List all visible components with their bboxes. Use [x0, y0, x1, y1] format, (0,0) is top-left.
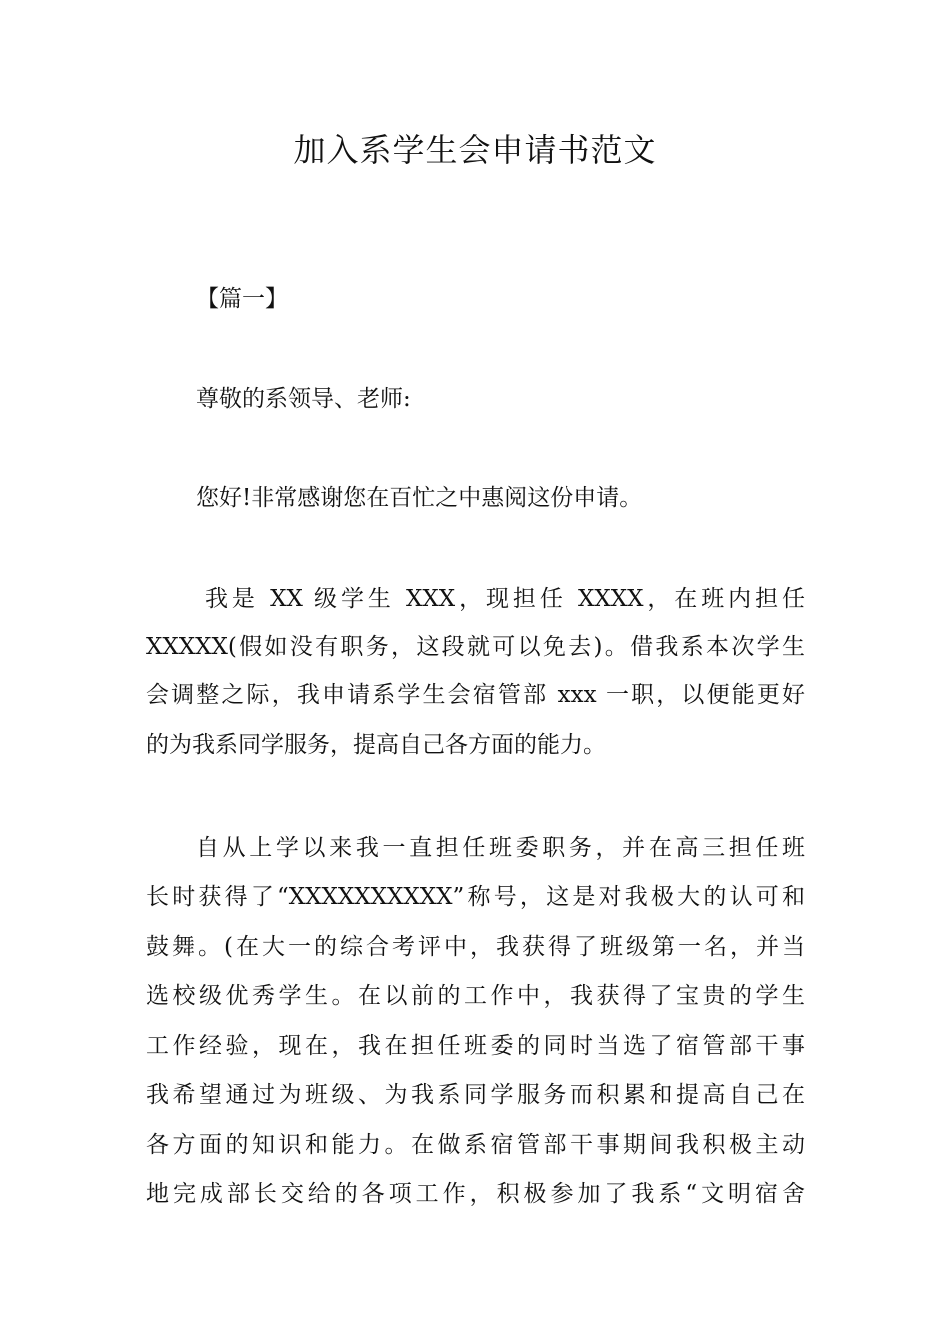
paragraph-2-line-1: 自从上学以来我一直担任班委职务，并在高三担任班 — [196, 835, 805, 861]
paragraph-2-line-3: 鼓舞。(在大一的综合考评中，我获得了班级第一名，并当 — [146, 934, 805, 960]
greeting: 您好!非常感谢您在百忙之中惠阅这份申请。 — [196, 485, 643, 511]
paragraph-1-line-2: XXXXX(假如没有职务，这段就可以免去)。借我系本次学生 — [146, 634, 805, 660]
paragraph-2-line-4: 选校级优秀学生。在以前的工作中，我获得了宝贵的学生 — [146, 983, 805, 1009]
salutation: 尊敬的系领导、老师: — [196, 386, 411, 412]
paragraph-2-line-5: 工作经验，现在，我在担任班委的同时当选了宿管部干事 — [146, 1033, 805, 1059]
paragraph-2-line-2: 长时获得了“XXXXXXXXXX”称号，这是对我极大的认可和 — [146, 884, 805, 910]
paragraph-1-line-1: 我是 XX 级学生 XXX，现担任 XXXX，在班内担任 — [205, 586, 805, 612]
paragraph-2-line-8: 地完成部长交给的各项工作，积极参加了我系“文明宿舍 — [146, 1181, 805, 1207]
paragraph-1-line-4: 的为我系同学服务，提高自己各方面的能力。 — [146, 732, 606, 758]
document-title: 加入系学生会申请书范文 — [293, 131, 657, 169]
paragraph-2-line-7: 各方面的知识和能力。在做系宿管部干事期间我积极主动 — [146, 1132, 805, 1158]
paragraph-1-line-3: 会调整之际，我申请系学生会宿管部 xxx 一职，以便能更好 — [146, 682, 805, 708]
paragraph-2-line-6: 我希望通过为班级、为我系同学服务而积累和提高自己在 — [146, 1082, 805, 1108]
section-heading: 【篇一】 — [196, 286, 288, 312]
